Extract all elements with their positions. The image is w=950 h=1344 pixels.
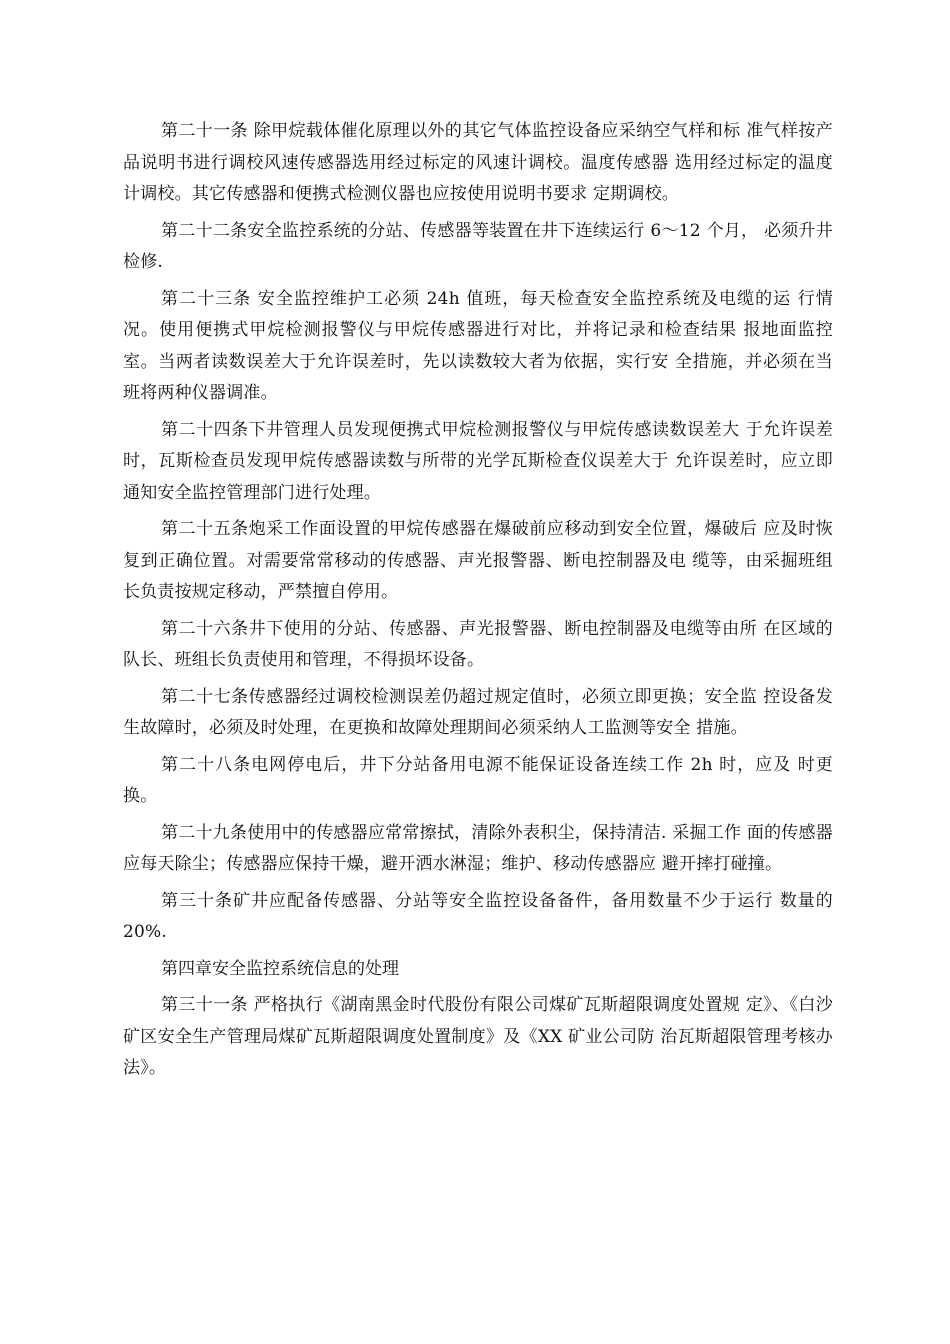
article-25-paragraph: 第二十五条炮采工作面设置的甲烷传感器在爆破前应移动到安全位置，爆破后 应及时恢复到正确位置。对需要常常移动的传感器、声光报警器、断电控制器及电 缆等，由采掘班组长负责按规定移动，严禁擅自停用。 — [123, 519, 833, 602]
article-26-paragraph: 第二十六条井下使用的分站、传感器、声光报警器、断电控制器及电缆等由所 在区域的队长、班组长负责使用和管理，不得损坏设备。 — [123, 618, 833, 670]
article-30-paragraph: 第三十条矿井应配备传感器、分站等安全监控设备备件，备用数量不少于运行 数量的 20%. — [123, 890, 833, 942]
article-27-paragraph: 第二十七条传感器经过调校检测误差仍超过规定值时，必须立即更换；安全监 控设备发生故障时，必须及时处理，在更换和故障处理期间必须采纳人工监测等安全 措施。 — [123, 686, 833, 738]
article-31-paragraph: 第三十一条 严格执行《湖南黑金时代股份有限公司煤矿瓦斯超限调度处置规 定》、《白沙矿区安全生产管理局煤矿瓦斯超限调度处置制度》及《XX 矿业公司防 治瓦斯超限管理考核办法》。 — [123, 995, 833, 1078]
chapter-4-heading: 第四章安全监控系统信息的处理 — [161, 958, 399, 979]
article-29-paragraph: 第二十九条使用中的传感器应常常擦拭，清除外表积尘，保持清洁. 采掘工作 面的传感器应每天除尘；传感器应保持干燥，避开洒水淋湿；维护、移动传感器应 避开摔打碰撞。 — [123, 822, 833, 874]
article-22-paragraph: 第二十二条安全监控系统的分站、传感器等装置在井下连续运行 6〜12 个月， 必须升井检修. — [123, 220, 833, 272]
article-28-paragraph: 第二十八条电网停电后，井下分站备用电源不能保证设备连续工作 2h 时，应及 时更换。 — [123, 754, 833, 806]
article-23-paragraph: 第二十三条 安全监控维护工必须 24h 值班，每天检查安全监控系统及电缆的运 行情况。使用便携式甲烷检测报警仪与甲烷传感器进行对比，并将记录和检查结果 报地面监控室。当两者读数误差大于允许误差时，先以读数较大者为依据，实行安 全措施，并必须在当班将两种仪器调准。 — [123, 288, 833, 403]
article-21-paragraph: 第二十一条 除甲烷载体催化原理以外的其它气体监控设备应采纳空气样和标 准气样按产品说明书进行调校风速传感器选用经过标定的风速计调校。温度传感器 选用经过标定的温度计调校。其它传感器和便携式检测仪器也应按使用说明书要求 定期调校。 — [123, 121, 833, 204]
document-body — [123, 116, 833, 1090]
article-24-paragraph: 第二十四条下井管理人员发现便携式甲烷检测报警仪与甲烷传感读数误差大 于允许误差时，瓦斯检查员发现甲烷传感器读数与所带的光学瓦斯检查仪误差大于 允许误差时，应立即通知安全监控管理部门进行处理。 — [123, 419, 833, 503]
